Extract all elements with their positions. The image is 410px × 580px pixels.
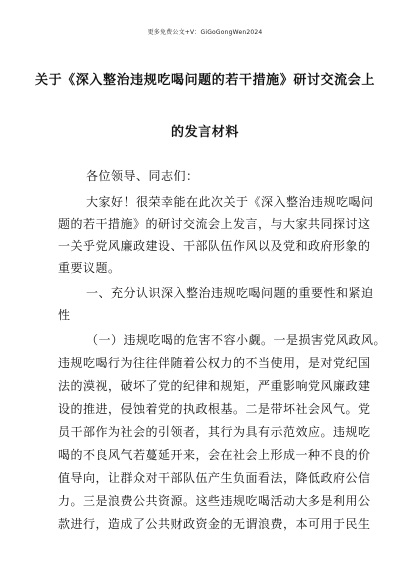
- document-title-line-1: 关于《深入整治违规吃喝问题的若干措施》研讨交流会上: [34, 73, 375, 88]
- paragraph-line: 员干部作为社会的引领者，其行为具有示范效应。违规吃: [58, 425, 371, 439]
- salutation: 各位领导、同志们：: [86, 169, 199, 183]
- paragraph-line: 重要议题。: [58, 261, 121, 275]
- paragraph-line: 一关乎党风廉政建设、干部队伍作风以及党和政府形象的: [58, 239, 371, 253]
- section-heading: 一、充分认识深入整治违规吃喝问题的重要性和紧迫: [86, 286, 374, 300]
- paragraph-line: 违规吃喝行为往往伴随着公权力的不当使用，是对党纪国: [58, 356, 371, 370]
- paragraph-line: 值导向，让群众对干部队伍产生负面看法，降低政府公信: [58, 471, 371, 485]
- paragraph-line: 喝的不良风气若蔓延开来，会在社会上形成一种不良的价: [58, 448, 371, 462]
- header-note: 更多免费公文+V：GiGoGongWen2024: [147, 29, 263, 36]
- paragraph-line: 款进行，造成了公共财政资金的无谓浪费，本可用于民生: [58, 517, 371, 531]
- document-title-line-2: 的发言材料: [170, 125, 239, 140]
- paragraph-line: 力。三是浪费公共资源。这些违规吃喝活动大多是利用公: [58, 494, 371, 508]
- paragraph-line: 题的若干措施》的研讨交流会上发言，与大家共同探讨这: [58, 217, 371, 231]
- paragraph-line: 大家好！很荣幸能在此次关于《深入整治违规吃喝问: [86, 195, 374, 209]
- paragraph-line: （一）违规吃喝的危害不容小觑。一是损害党风政风。: [86, 333, 387, 347]
- paragraph-line: 法的漠视，破坏了党的纪律和规矩，严重影响党风廉政建: [58, 379, 371, 393]
- paragraph-line: 设的推进，侵蚀着党的执政根基。二是带坏社会风气。党: [58, 402, 371, 416]
- section-heading-cont: 性: [58, 308, 71, 322]
